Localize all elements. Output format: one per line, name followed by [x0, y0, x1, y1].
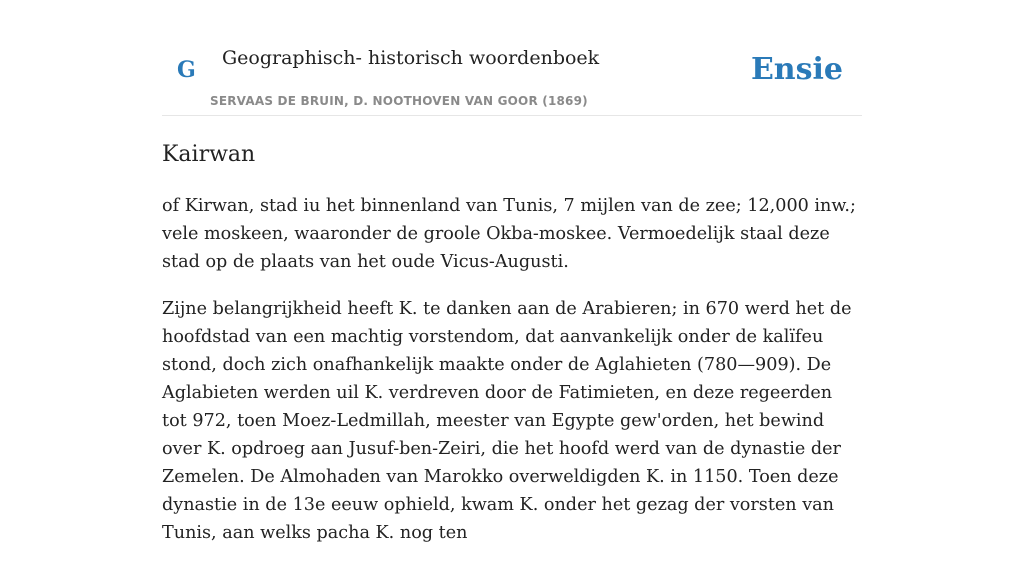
book-title-link[interactable]: Geographisch- historisch woordenboek — [222, 47, 600, 69]
entry-body — [162, 192, 862, 566]
book-logo-icon[interactable]: G — [177, 57, 196, 83]
book-authors: SERVAAS DE BRUIN, D. NOOTHOVEN VAN GOOR (1869) — [210, 94, 588, 108]
entry-title: Kairwan — [162, 142, 256, 167]
book-header — [162, 0, 862, 116]
content-container — [162, 0, 862, 543]
entry-paragraph: of Kirwan, stad iu het binnenland van Tunis, 7 mijlen van de zee; 12,000 inw.; vele moskeen, waaronder de groole Okba-moskee. Vermoedelijk staal deze stad op de plaats van het oude Vicus-Augusti. — [162, 196, 856, 272]
ensie-brand-logo[interactable]: Ensie — [750, 52, 843, 87]
entry-paragraph: Zijne belangrijkheid heeft K. te danken aan de Arabieren; in 670 werd het de hoofdstad van een machtig vorstendom, dat aanvankelijk onder de kalïfeu stond, doch zich onafhankelijk maakte onder de Aglahieten (780—909). De Aglabieten werden uil K. verdreven door de Fatimieten, en deze regeerden tot 972, toen Moez-Ledmillah, meester van Egypte gew'orden, het bewind over K. opdroeg aan Jusuf-ben-Zeiri, die het hoofd werd van de dynastie der Zemelen. De Almohaden van Marokko overweldigden K. in 1150. Toen deze dynastie in de 13e eeuw ophield, kwam K. onder het gezag der vorsten van Tunis, aan welks pacha K. nog ten — [162, 299, 852, 543]
